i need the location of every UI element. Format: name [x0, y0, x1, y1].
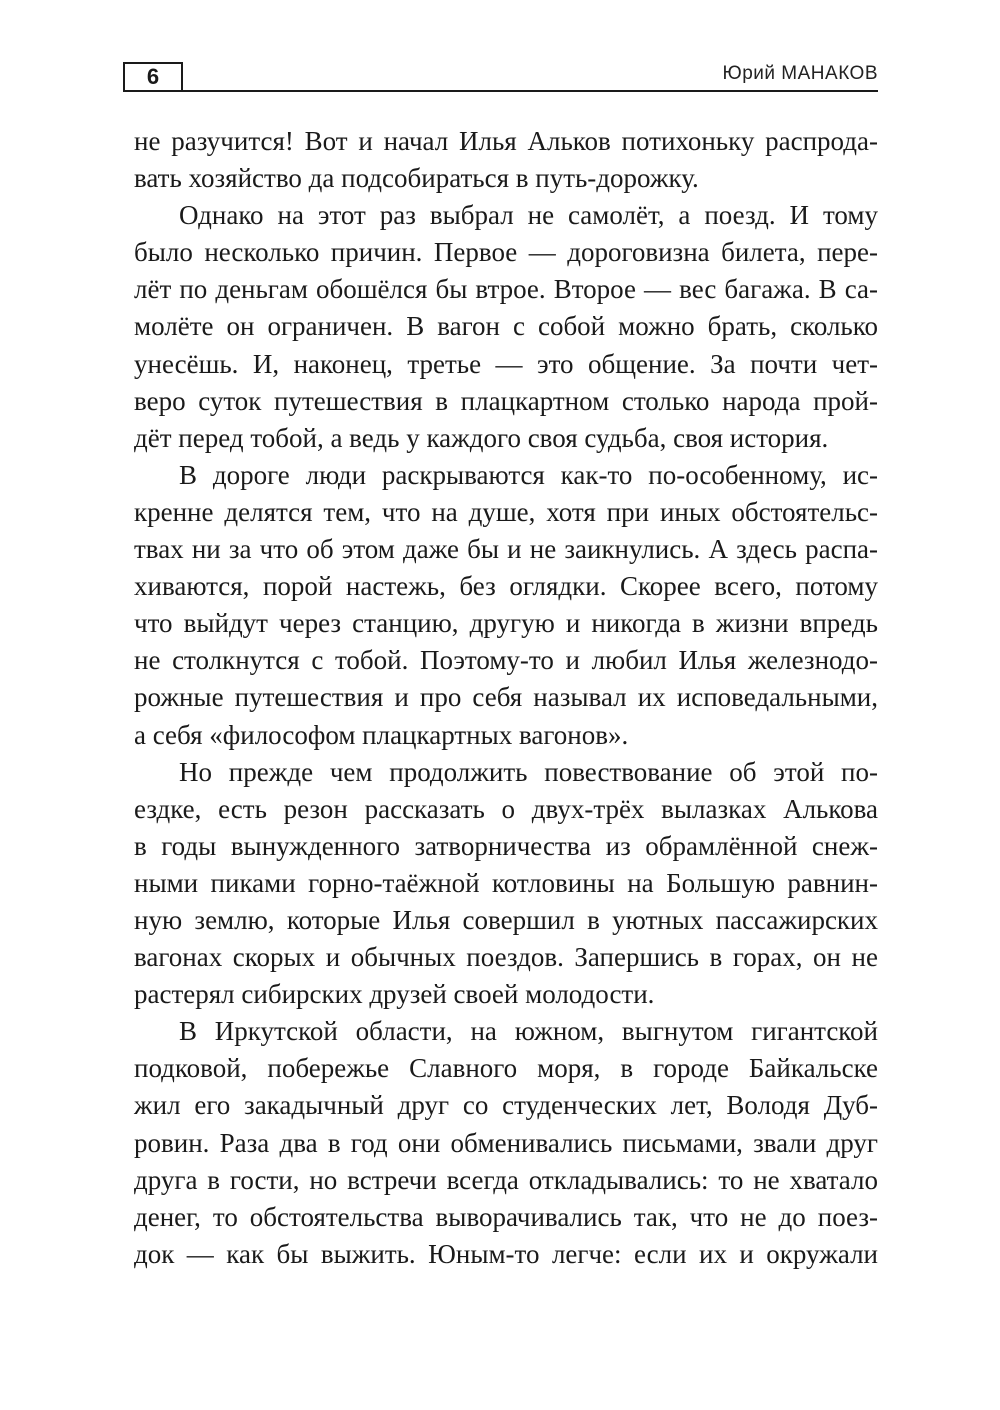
text-line	[134, 865, 878, 902]
text-line	[134, 568, 878, 605]
text-line	[134, 234, 878, 271]
text-line-content: кренне делятся тем, что на душе, хотя при иных обстоятельс-	[134, 496, 878, 527]
text-line	[134, 679, 878, 716]
text-line-content: вагонах скорых и обычных поездов. Запершись в горах, он не	[134, 942, 878, 973]
text-line-content: не столкнутся с тобой. Поэтому-то и любил Илья железнодо-	[134, 645, 878, 676]
text-line-content: В дороге люди раскрываются как-то по-особенному, ис-	[179, 459, 878, 490]
text-line	[134, 197, 878, 234]
author-name: Юрий МАНАКОВ	[722, 63, 878, 84]
text-line-content: дёт перед тобой, а ведь у каждого своя судьба, своя история.	[134, 422, 829, 453]
text-line	[134, 420, 878, 457]
text-line-content: денег, то обстоятельства выворачивались так, что не до поез-	[134, 1201, 878, 1232]
text-line-content: твах ни за что об этом даже бы и не заикнулись. А здесь распа-	[134, 534, 878, 565]
text-line	[134, 1087, 878, 1124]
text-line	[134, 346, 878, 383]
text-line-content: в годы вынужденного затворничества из обрамлённой снеж-	[134, 830, 878, 861]
text-line	[134, 791, 878, 828]
text-line	[134, 642, 878, 679]
text-line-content: ными пиками горно-таёжной котловины на Большую равнин-	[134, 867, 878, 898]
text-line-content: док — как бы выжить. Юным-то легче: если их и окружали	[134, 1238, 878, 1269]
text-line	[134, 308, 878, 345]
text-line-content: не разучится! Вот и начал Илья Альков потихоньку распрода-	[134, 126, 878, 156]
text-line	[134, 1050, 878, 1087]
text-line	[134, 976, 878, 1013]
text-line-content: ную землю, которые Илья совершил в уютных пассажирских	[134, 904, 878, 935]
text-line	[134, 1013, 878, 1050]
text-line	[134, 828, 878, 865]
text-line	[134, 271, 878, 308]
text-line	[134, 531, 878, 568]
text-line-content: Но прежде чем продолжить повествование об этой по-	[179, 756, 878, 787]
text-line-content: В Иркутской области, на южном, выгнутом гигантской	[179, 1016, 878, 1047]
text-line	[134, 754, 878, 791]
text-line-content: лёт по деньгам обошёлся бы втрое. Второе — вес багажа. В са-	[134, 274, 878, 305]
text-line-content: унесёшь. И, наконец, третье — это общение. За почти чет-	[134, 348, 878, 379]
text-line-content: ровин. Раза два в год они обменивались письмами, звали друг	[134, 1127, 878, 1158]
page-number-box	[123, 62, 183, 92]
text-line-content: веро суток путешествия в плацкартном столько народа прой-	[134, 385, 878, 416]
text-line-content: ездке, есть резон рассказать о двух-трёх вылазках Алькова	[134, 793, 878, 824]
header-rule	[181, 90, 878, 92]
text-line-content: вать хозяйство да подсобираться в путь-дорожку.	[134, 163, 699, 194]
text-line	[134, 1162, 878, 1199]
running-header	[123, 62, 878, 96]
text-line-content: Однако на этот раз выбрал не самолёт, а поезд. И тому	[179, 200, 878, 231]
text-line	[134, 717, 878, 754]
text-line	[134, 1125, 878, 1162]
text-line	[134, 605, 878, 642]
text-line-content: а себя «философом плацкартных вагонов».	[134, 719, 629, 750]
text-line-content: хиваются, порой настежь, без оглядки. Скорее всего, потому	[134, 571, 878, 602]
text-line	[134, 160, 878, 197]
text-line-content: что выйдут через станцию, другую и никогда в жизни впредь	[134, 608, 878, 639]
text-line-content: друга в гости, но встречи всегда откладывались: то не хватало	[134, 1164, 878, 1195]
text-line-content: было несколько причин. Первое — дороговизна билета, пере-	[134, 237, 878, 268]
text-line-content: жил его закадычный друг со студенческих лет, Володя Дуб-	[134, 1090, 878, 1121]
text-line	[134, 383, 878, 420]
text-line	[134, 1199, 878, 1236]
text-line	[134, 457, 878, 494]
text-line-content: молёте он ограничен. В вагон с собой можно брать, сколько	[134, 311, 878, 342]
text-line	[134, 494, 878, 531]
text-line	[134, 939, 878, 976]
text-line-content: растерял сибирских друзей своей молодости.	[134, 979, 655, 1010]
body-text	[134, 123, 878, 1273]
text-line-content: рожные путешествия и про себя называл их исповедальными,	[134, 682, 878, 713]
text-line	[134, 123, 878, 160]
text-line	[134, 902, 878, 939]
page-number: 6	[146, 64, 160, 89]
text-line	[134, 1236, 878, 1273]
text-line-content: подковой, побережье Славного моря, в городе Байкальске	[134, 1053, 878, 1084]
